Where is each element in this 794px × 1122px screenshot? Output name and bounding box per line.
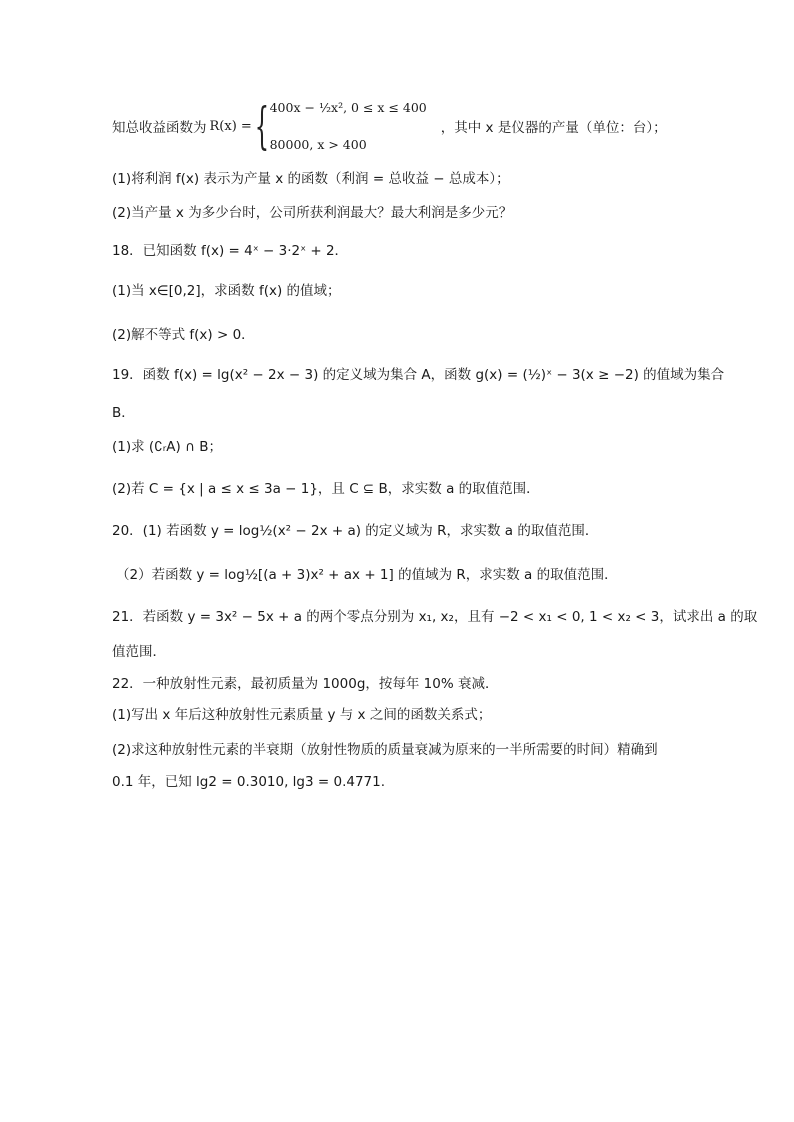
q18-part-1: (1)当 x∈[0,2]，求函数 f(x) 的值域；: [112, 283, 341, 299]
piecewise-cases: [270, 100, 427, 152]
piecewise-case-2: 80000, x > 400: [269, 137, 367, 152]
intro-prefix: 知总收益函数为: [112, 120, 207, 136]
q17-part-1: (1)将利润 f(x) 表示为产量 x 的函数（利润 = 总收益 − 总成本）；: [112, 171, 510, 187]
q19-part-2: (2)若 C = {x | a ≤ x ≤ 3a − 1}，且 C ⊆ B，求实数 a 的取值范围．: [112, 481, 540, 497]
q18-part-2: (2)解不等式 f(x) > 0．: [112, 327, 255, 343]
q22-part-1: (1)写出 x 年后这种放射性元素质量 y 与 x 之间的函数关系式；: [112, 707, 492, 723]
revenue-func-name: R(x) =: [209, 118, 252, 134]
q22-part-2-line-2: 0.1 年，已知 lg2 = 0.3010, lg3 = 0.4771.: [112, 774, 386, 790]
q22-stem: 22．一种放射性元素，最初质量为 1000g，按每年 10% 衰减．: [112, 676, 499, 692]
piecewise-case-1: 400x − ½x², 0 ≤ x ≤ 400: [269, 100, 427, 115]
q19-stem-line-1: 19．函数 f(x) = lg(x² − 2x − 3) 的定义域为集合 A，函数 g(x) = (½)ˣ − 3(x ≥ −2) 的值域为集合: [112, 367, 725, 383]
piecewise-brace: {: [254, 97, 269, 155]
q21-stem-line-2: 值范围．: [112, 644, 166, 660]
q22-part-2-line-1: (2)求这种放射性元素的半衰期（放射性物质的质量衰减为原来的一半所需要的时间）精确到: [112, 742, 658, 758]
q17-part-2: (2)当产量 x 为多少台时，公司所获利润最大？最大利润是多少元？: [112, 205, 513, 221]
q19-part-1: (1)求 (∁ᵣA) ∩ B；: [112, 439, 222, 455]
q21-stem-line-1: 21．若函数 y = 3x² − 5x + a 的两个零点分别为 x₁, x₂，且有 −2 < x₁ < 0, 1 < x₂ < 3，试求出 a 的取: [112, 609, 758, 625]
q18-stem: 18．已知函数 f(x) = 4ˣ − 3·2ˣ + 2．: [112, 243, 349, 259]
q19-stem-line-2: B．: [112, 405, 135, 421]
q20-part-1: 20．(1) 若函数 y = log½(x² − 2x + a) 的定义域为 R，求实数 a 的取值范围．: [112, 523, 599, 539]
intro-suffix: ，其中 x 是仪器的产量（单位：台）；: [440, 120, 667, 136]
q20-part-2: （2）若函数 y = log½[(a + 3)x² + ax + 1] 的值域为 R，求实数 a 的取值范围．: [116, 567, 618, 583]
revenue-function-line: [112, 98, 667, 154]
